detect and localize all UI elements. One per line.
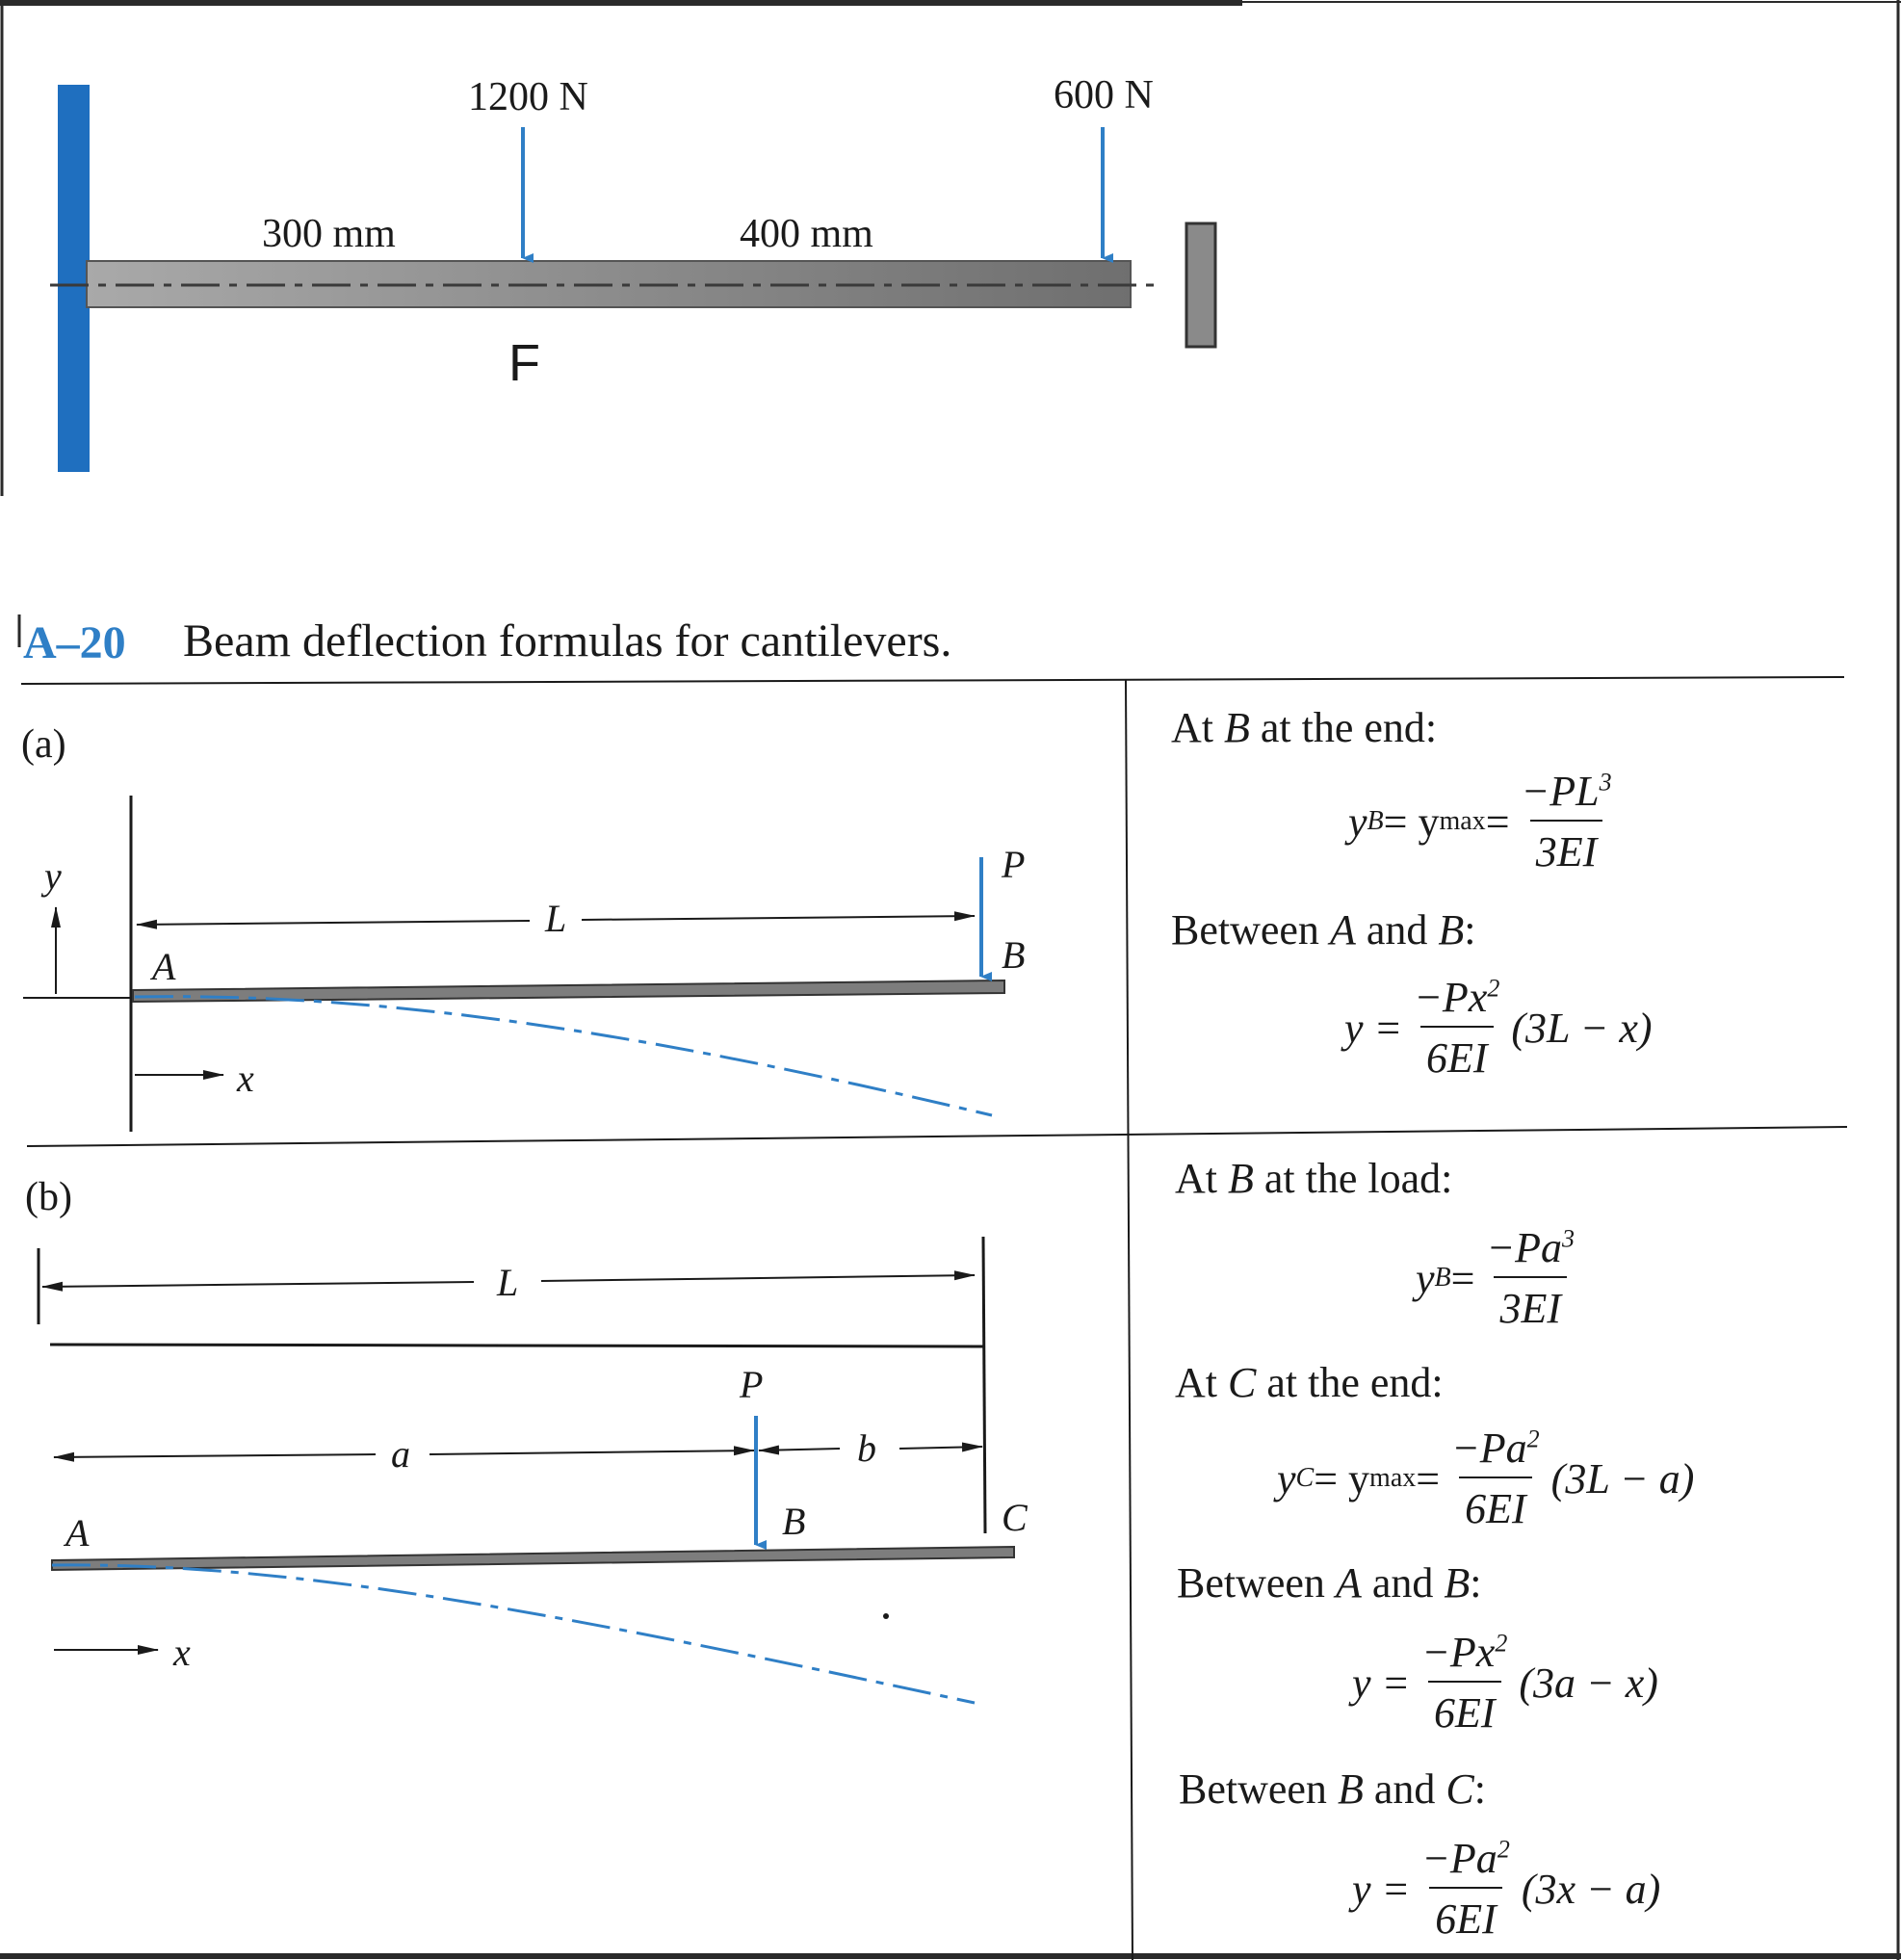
table-title: Beam deflection formulas for cantilevers.	[183, 615, 952, 666]
case-b-length-b: b	[857, 1426, 876, 1470]
case-b-beam	[52, 1547, 1014, 1570]
case-a-length-l: L	[545, 897, 567, 940]
case-a-x-label: x	[237, 1057, 254, 1100]
case-a-label: (a)	[21, 722, 66, 767]
case-a-deflected-shape	[135, 997, 992, 1115]
end-stop-block	[1186, 223, 1215, 347]
point-label-f: F	[508, 334, 540, 392]
load-label-600: 600 N	[1054, 73, 1154, 118]
case-a-heading-2: Between A and B:	[1171, 906, 1476, 954]
case-b-heading-3: Between A and B:	[1177, 1559, 1482, 1607]
case-b-load-p: P	[740, 1363, 764, 1406]
case-b-equation-4: y = $\frac{-Pa^2}{6EI}$ (3x − a)	[1352, 1835, 1661, 1943]
span-label-300: 300 mm	[262, 212, 396, 256]
case-b-x-label: x	[173, 1631, 191, 1674]
load-label-1200: 1200 N	[468, 75, 588, 119]
case-a-point-a: A	[152, 945, 176, 988]
case-b-heading-1: At B at the load:	[1175, 1155, 1453, 1202]
case-b-heading-2: At C at the end:	[1175, 1359, 1444, 1406]
case-b-equation-1: y B = $\frac{-Pa^3}{3EI}$	[1416, 1224, 1575, 1332]
case-a-y-label: y	[44, 854, 62, 898]
case-a-point-b: B	[1002, 933, 1026, 977]
case-b-point-b: B	[782, 1500, 806, 1543]
fixed-wall	[58, 85, 90, 472]
case-b-heading-4: Between B and C:	[1179, 1765, 1486, 1813]
case-a-heading-1: At B at the end:	[1171, 704, 1438, 751]
case-b-equation-3: y = $\frac{-Px^2}{6EI}$ (3a − x)	[1352, 1629, 1658, 1737]
case-b-length-a: a	[391, 1432, 410, 1476]
case-a-beam	[133, 980, 1004, 1002]
case-a-equation-1: y B = y max = $\frac{-PL^3}{3EI}$	[1348, 768, 1612, 875]
table-number: A–20	[23, 617, 126, 668]
case-b-length-l: L	[497, 1261, 519, 1304]
case-a-equation-2: y = $\frac{-Px^2}{6EI}$ (3L − x)	[1344, 974, 1653, 1082]
case-b-label: (b)	[25, 1175, 72, 1219]
case-b-point-c: C	[1002, 1496, 1028, 1539]
case-b-equation-2: y C = y max = $\frac{-Pa^2}{6EI}$ (3L − a)	[1277, 1424, 1695, 1532]
case-a-load-p: P	[1002, 843, 1026, 886]
case-b-point-a: A	[65, 1511, 90, 1555]
span-label-400: 400 mm	[740, 212, 873, 256]
